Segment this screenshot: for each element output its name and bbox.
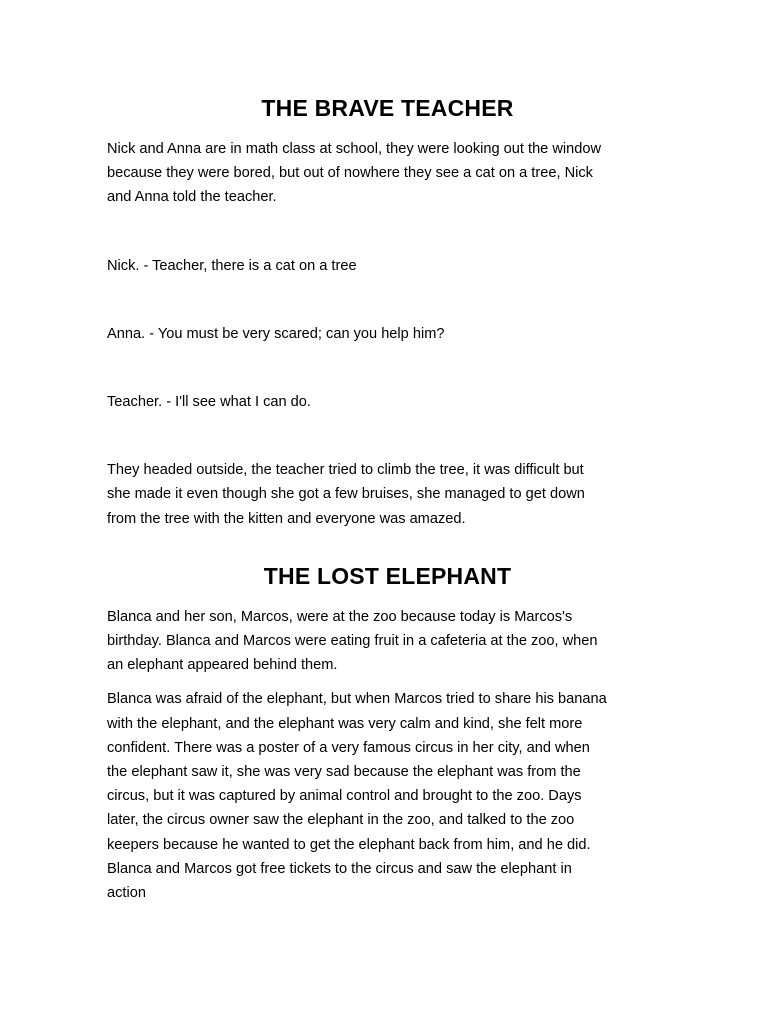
dialogue-line-nick: Nick. - Teacher, there is a cat on a tree (107, 257, 357, 274)
dialogue-line-anna: Anna. - You must be very scared; can you help him? (107, 325, 445, 342)
story-title: THE LOST ELEPHANT (263, 562, 512, 589)
story-lost-elephant (107, 562, 668, 905)
story-paragraph: Blanca was afraid of the elephant, but when Marcos tried to share his banana with the elephant, and the elephant was very calm and kind, she felt more confident. There was a poster of a very famous circus in her city, and when the elephant saw it, she was very sad because the elephant was from the circus, but it was captured by animal control and brought to the zoo. Days later, the circus owner saw the elephant in the zoo, and talked to the zoo keepers because he wanted to get the elephant back from him, and he did. Blanca and Marcos got free tickets to the circus and saw the elephant in action (107, 691, 607, 902)
dialogue-line-teacher: Teacher. - I'll see what I can do. (107, 394, 311, 411)
story-paragraph: Nick and Anna are in math class at school, they were looking out the window because they were bored, but out of nowhere they see a cat on a tree, Nick and Anna told the teacher. (107, 141, 602, 206)
story-paragraph: They headed outside, the teacher tried to climb the tree, it was difficult but she made it even though she got a few bruises, she managed to get down from the tree with the kitten and everyone was amazed. (107, 462, 585, 527)
story-title: THE BRAVE TEACHER (261, 95, 514, 121)
story-brave-teacher (107, 0, 668, 531)
story-paragraph: Blanca and her son, Marcos, were at the zoo because today is Marcos's birthday. Blanca and Marcos were eating fruit in a cafeteria at the zoo, when an elephant appeared behind them. (107, 608, 598, 674)
